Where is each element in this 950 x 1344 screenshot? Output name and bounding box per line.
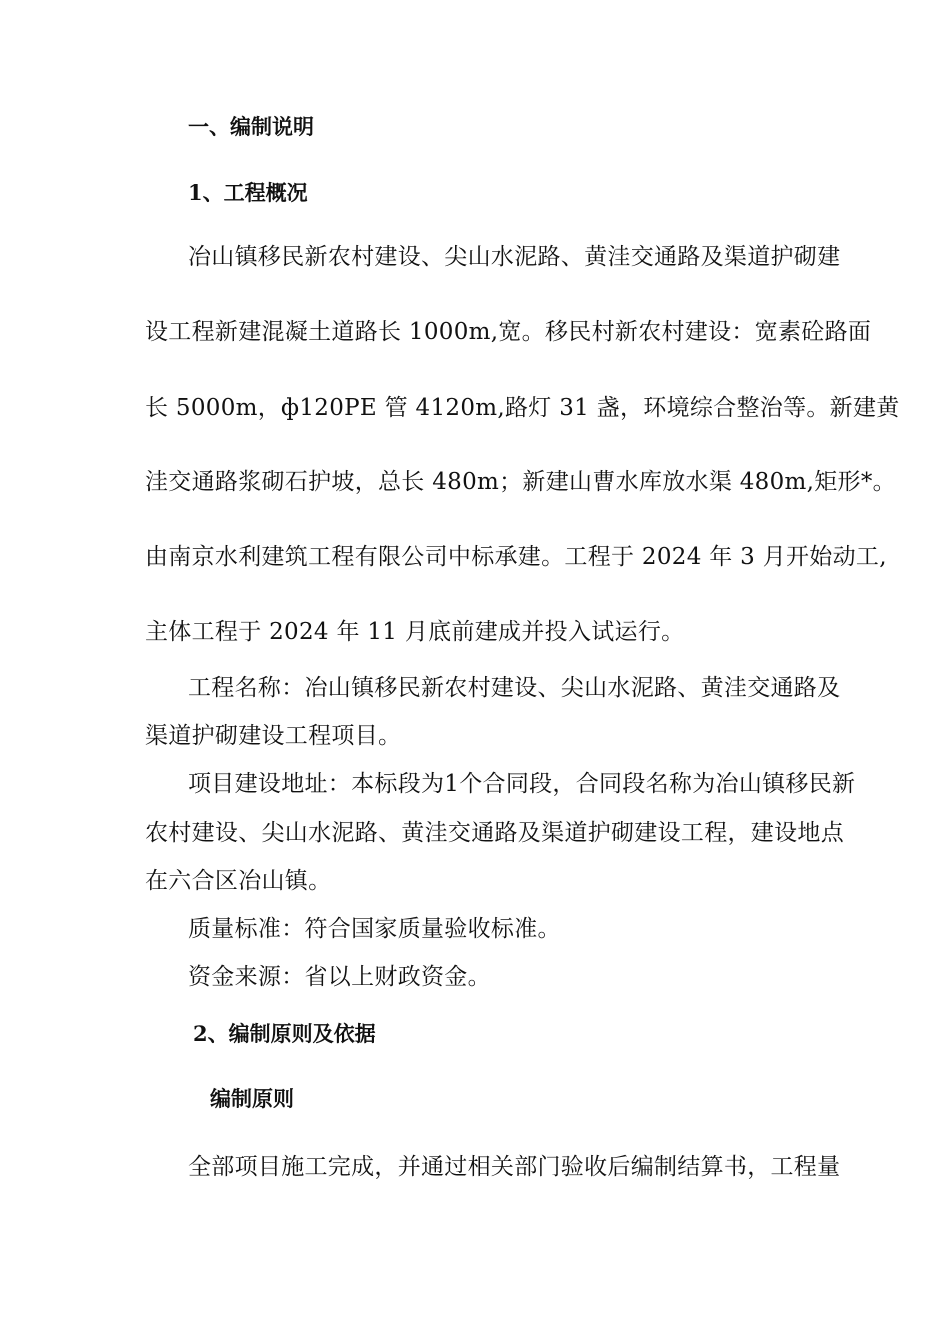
project-address-line: 项目建设地址：本标段为1个合同段，合同段名称为冶山镇移民新 (188, 771, 856, 797)
subheading-compilation-principle: 编制原则 (210, 1086, 294, 1111)
principle-line: 全部项目施工完成，并通过相关部门验收后编制结算书，工程量 (188, 1154, 841, 1180)
project-address-line: 在六合区冶山镇。 (145, 868, 332, 894)
overview-line: 主体工程于 2024 年 11 月底前建成并投入试运行。 (145, 619, 685, 645)
funding-source-line: 资金来源：省以上财政资金。 (188, 964, 491, 990)
subsection-heading-principles-and-basis: 2、编制原则及依据 (193, 1021, 376, 1046)
project-name-line: 渠道护砌建设工程项目。 (145, 723, 402, 749)
project-address-line: 农村建设、尖山水泥路、黄洼交通路及渠道护砌建设工程，建设地点 (145, 820, 844, 846)
overview-line: 冶山镇移民新农村建设、尖山水泥路、黄洼交通路及渠道护砌建 (188, 244, 841, 270)
quality-standard-line: 质量标准：符合国家质量验收标准。 (188, 916, 561, 942)
overview-line: 由南京水利建筑工程有限公司中标承建。工程于 2024 年 3 月开始动工, (145, 544, 887, 570)
section-heading-compilation-notes: 一、编制说明 (188, 114, 314, 139)
overview-line: 设工程新建混凝土道路长 1000m,宽。移民村新农村建设：宽素砼路面 (145, 319, 872, 345)
overview-line: 洼交通路浆砌石护坡，总长 480m；新建山曹水库放水渠 480m,矩形*。 (145, 469, 896, 495)
subsection-heading-project-overview: 1、工程概况 (188, 180, 308, 205)
overview-line: 长 5000m，ф120PE 管 4120m,路灯 31 盏，环境综合整治等。新建黄 (145, 395, 900, 421)
project-name-line: 工程名称：冶山镇移民新农村建设、尖山水泥路、黄洼交通路及 (188, 675, 841, 701)
